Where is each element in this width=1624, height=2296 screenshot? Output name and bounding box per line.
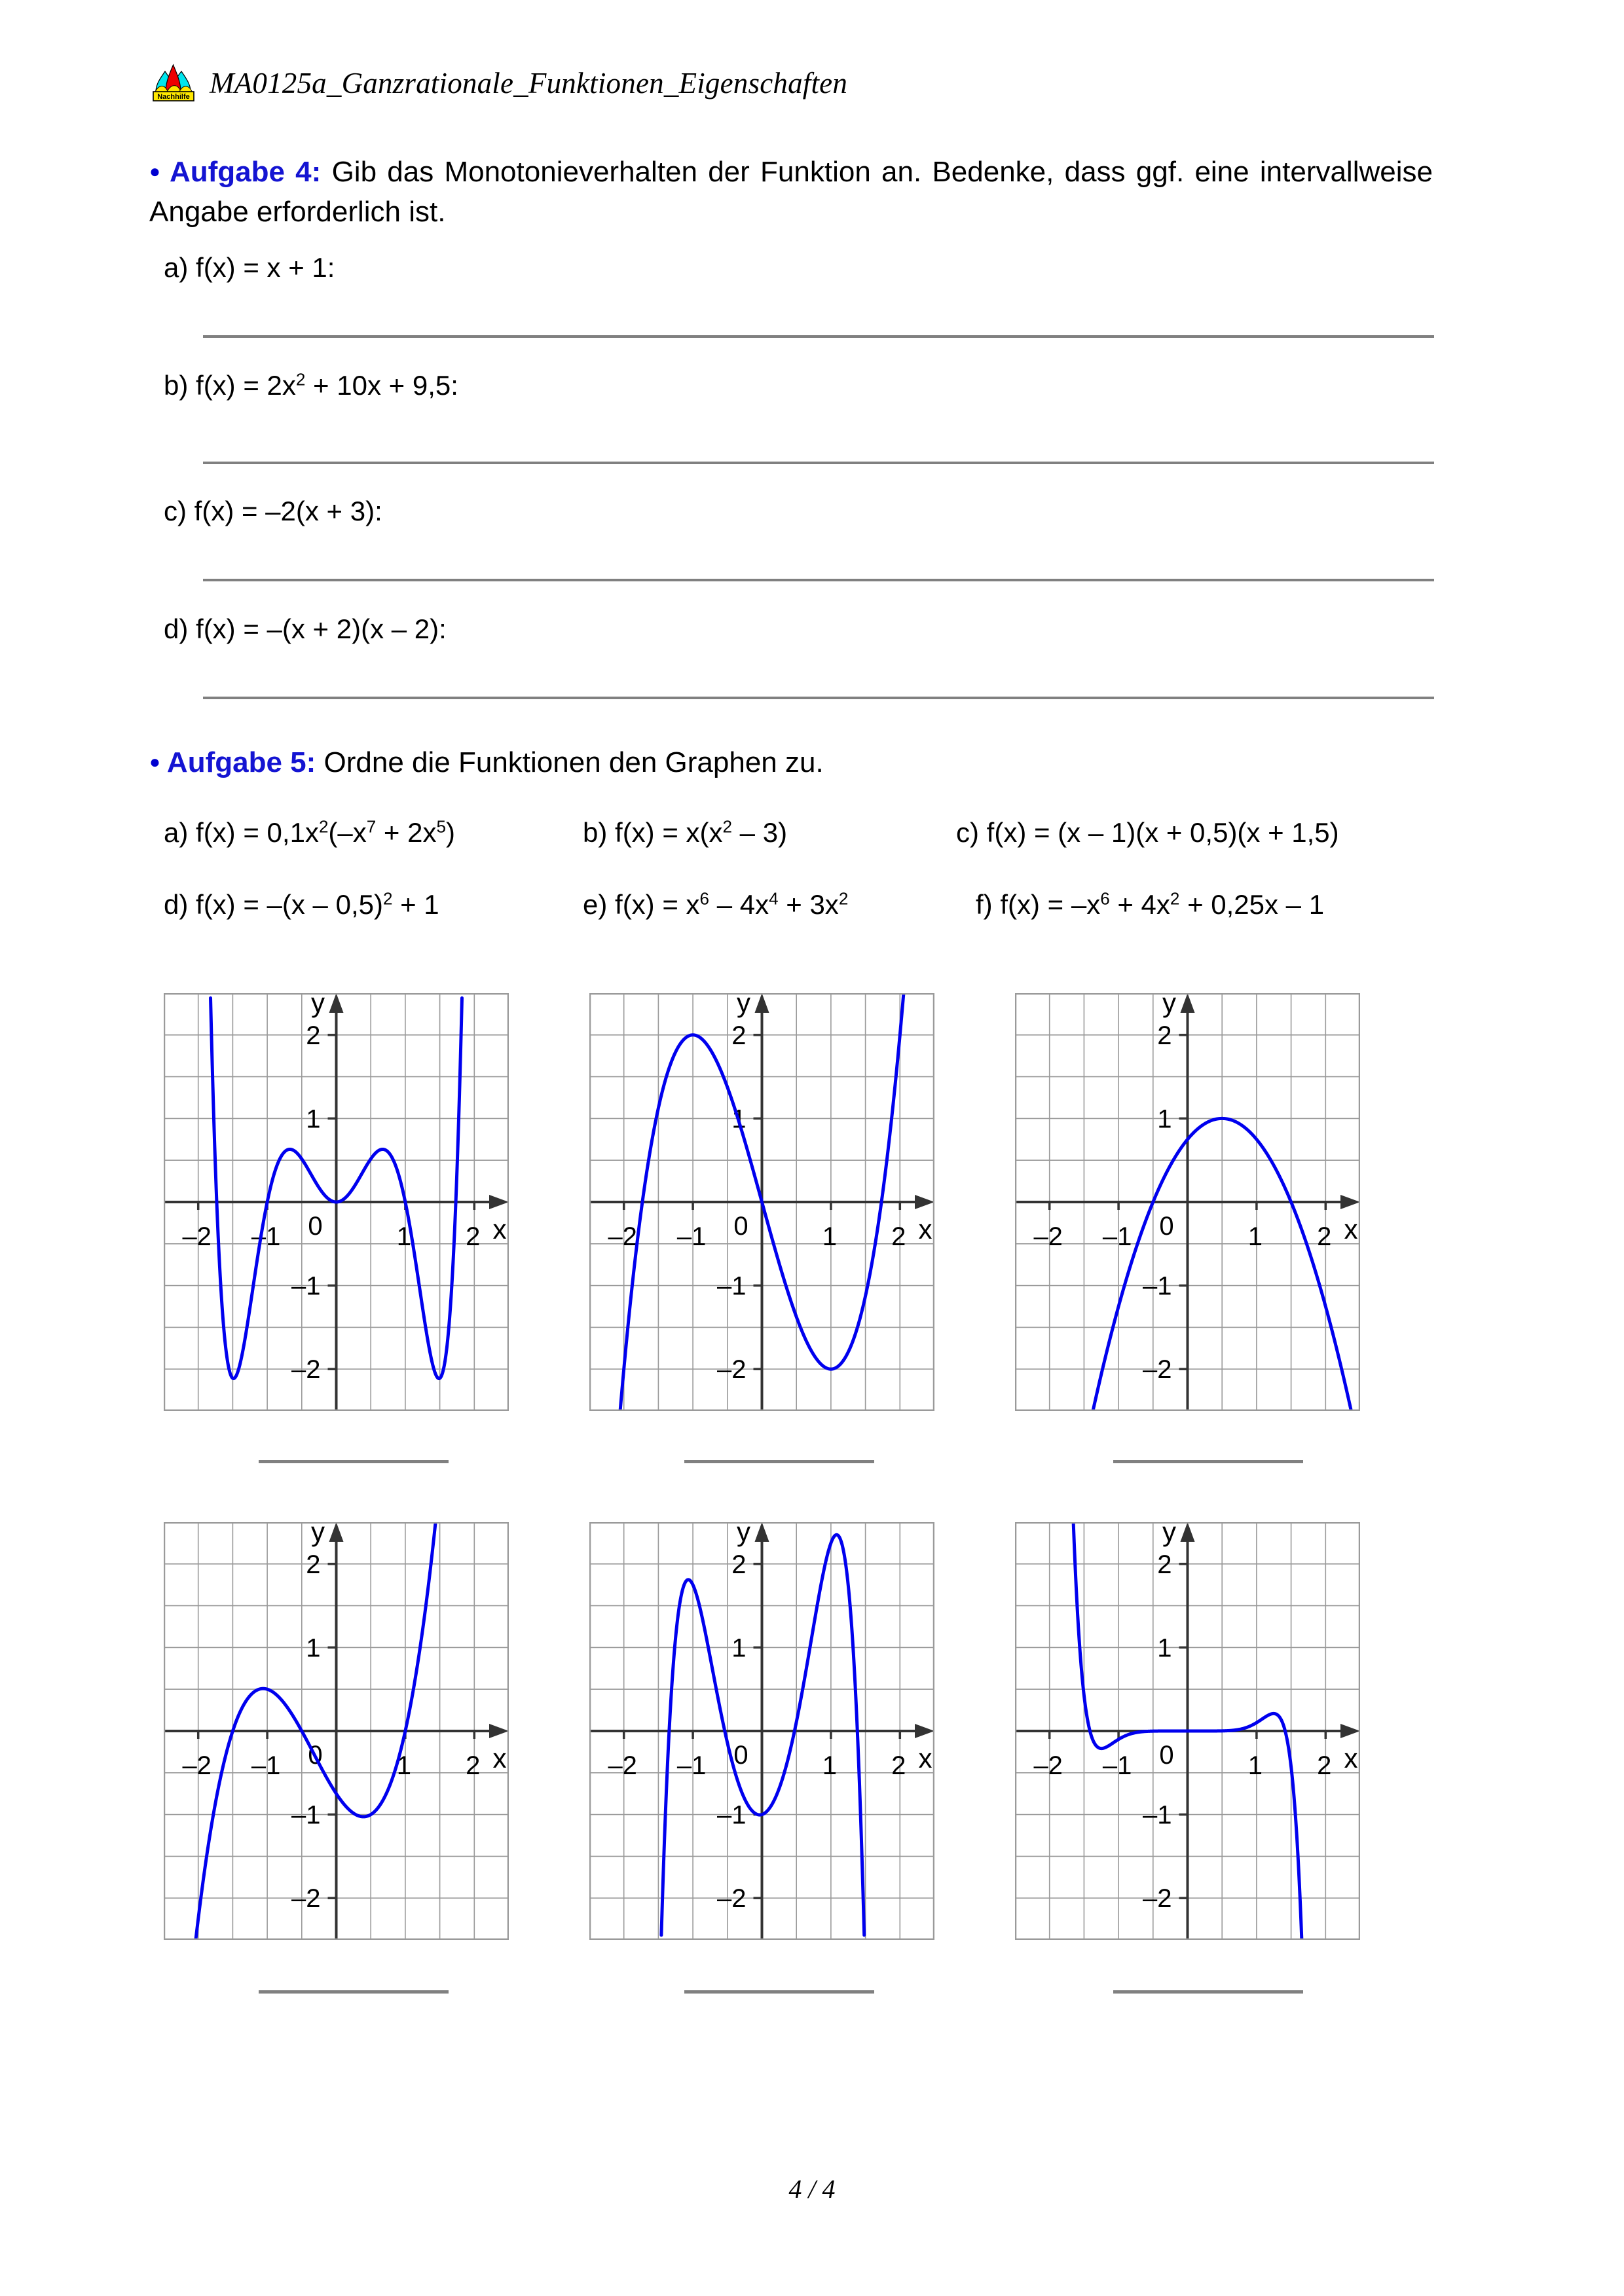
item-marker: e) (583, 889, 608, 920)
axis-tick-label: 0 (308, 1741, 323, 1770)
axis-tick-label: 1 (306, 1633, 321, 1663)
x-axis-arrow-icon (489, 1724, 509, 1738)
y-axis-label: y (737, 1522, 750, 1547)
axis-tick-label: 2 (466, 1751, 481, 1780)
document-title: MA0125a_Ganzrationale_Funktionen_Eigenschaften (210, 67, 848, 100)
task5-function-e (583, 889, 848, 920)
axis-tick-label: –1 (251, 1751, 281, 1780)
y-axis-arrow-icon (329, 1522, 344, 1542)
x-axis-arrow-icon (915, 1195, 934, 1209)
answer-rule-4c[interactable] (203, 579, 1434, 581)
item-expression: $f(x) = -x^6 + 4x^2 + 0,25x - 1$ (1000, 888, 1325, 920)
y-axis-arrow-icon (755, 993, 769, 1013)
item-expression: $f(x) = x^6 - 4x^4 + 3x^2$ (615, 888, 849, 920)
axis-tick-label: –2 (182, 1751, 212, 1780)
axis-tick-label: –1 (676, 1222, 707, 1251)
axis-tick-label: 1 (306, 1104, 321, 1134)
axis-tick-label: 1 (822, 1751, 838, 1780)
x-axis-arrow-icon (1340, 1724, 1360, 1738)
task-4-text (321, 156, 331, 188)
item-marker: b) (164, 370, 189, 401)
graph-6-canvas (1015, 1522, 1360, 1940)
axis-tick-label: –2 (291, 1355, 321, 1385)
axis-tick-label: –2 (608, 1222, 637, 1251)
graph-5 (589, 1522, 934, 1940)
item-expression: $f(x) = x(x^2 - 3)$ (615, 816, 788, 848)
axis-tick-label: 1 (1157, 1104, 1172, 1134)
answer-rule-4a[interactable] (203, 335, 1434, 338)
axis-tick-label: –1 (1143, 1800, 1172, 1830)
item-marker: a) (164, 252, 189, 283)
graph-6 (1015, 1522, 1360, 1940)
graph-4-canvas (164, 1522, 509, 1940)
task4-item-a (164, 252, 335, 283)
task-4-label: Aufgabe 4: (169, 156, 322, 188)
task-4-description: Gib das Monotonieverhalten der Funktion an. Bedenke, dass ggf. eine intervallweise Angabe erforderlich ist. (149, 156, 1433, 228)
axis-tick-label: 2 (466, 1222, 481, 1251)
graph-5-answer-line[interactable] (684, 1990, 874, 1994)
axis-tick-label: 1 (396, 1222, 412, 1251)
axis-tick-label: 2 (1157, 1021, 1172, 1050)
item-expression: f(x) = (x – 1)(x + 0,5)(x + 1,5) (986, 817, 1339, 848)
answer-rule-4b[interactable] (203, 462, 1434, 464)
axis-tick-label: –1 (717, 1800, 747, 1830)
item-marker: d) (164, 613, 189, 644)
axis-tick-label: –1 (717, 1271, 747, 1301)
axis-tick-label: 2 (306, 1021, 321, 1050)
axis-tick-label: –1 (1143, 1271, 1172, 1301)
axis-tick-label: –2 (1143, 1884, 1172, 1914)
y-axis-label: y (737, 993, 750, 1018)
axis-tick-label: 0 (1159, 1212, 1174, 1241)
axis-tick-label: –1 (1102, 1222, 1132, 1251)
task-5-description: Ordne die Funktionen den Graphen zu. (323, 746, 824, 778)
axis-tick-label: 2 (731, 1021, 747, 1050)
axis-tick-label: 2 (1317, 1751, 1332, 1780)
item-marker: f) (976, 889, 993, 920)
graph-3-answer-line[interactable] (1113, 1460, 1303, 1463)
y-axis-arrow-icon (329, 993, 344, 1013)
axis-tick-label: 0 (1159, 1741, 1174, 1770)
bullet-icon: ● (149, 751, 160, 772)
task-5-label: Aufgabe 5: (166, 746, 316, 778)
page-header (152, 63, 847, 103)
axis-tick-label: 1 (1157, 1633, 1172, 1663)
axis-tick-label: 0 (733, 1741, 748, 1770)
y-axis-label: y (311, 1522, 325, 1547)
axis-tick-label: –1 (251, 1222, 281, 1251)
graph-5-canvas (589, 1522, 934, 1940)
axis-tick-label: 2 (1317, 1222, 1332, 1251)
axis-tick-label: –2 (1033, 1222, 1063, 1251)
graph-6-answer-line[interactable] (1113, 1990, 1303, 1994)
item-expression: $f(x) = 0,1x^2(-x^7 + 2x^5)$ (196, 816, 455, 848)
x-axis-label: x (492, 1743, 507, 1774)
task-5-heading (149, 743, 1433, 783)
axis-tick-label: 0 (308, 1212, 323, 1241)
task5-function-b (583, 817, 787, 848)
axis-tick-label: 2 (306, 1550, 321, 1579)
item-expression: f(x) = –2(x + 3): (194, 496, 382, 526)
axis-tick-label: –1 (676, 1751, 707, 1780)
item-expression: f(x) = –(x – 0,5)$^2$ + 1 (196, 888, 439, 920)
task4-item-b (164, 370, 458, 401)
axis-tick-label: 1 (822, 1222, 838, 1251)
item-expression: $f(x) = 2x^2 + 10x + 9,5$: (196, 369, 458, 401)
axis-tick-label: –1 (291, 1800, 321, 1830)
x-axis-arrow-icon (1340, 1195, 1360, 1209)
nachhilfe-logo-icon (152, 63, 195, 103)
item-expression: f(x) = –(x + 2)(x – 2): (196, 613, 447, 644)
axis-tick-label: 2 (1157, 1550, 1172, 1579)
axis-tick-label: –1 (1102, 1751, 1132, 1780)
x-axis-label: x (1344, 1743, 1358, 1774)
y-axis-arrow-icon (1181, 993, 1195, 1013)
x-axis-label: x (918, 1743, 932, 1774)
item-marker: b) (583, 817, 608, 848)
task-5-spacer (316, 746, 323, 778)
x-axis-label: x (492, 1214, 507, 1245)
axis-tick-label: –1 (291, 1271, 321, 1301)
x-axis-label: x (918, 1214, 932, 1245)
x-axis-label: x (1344, 1214, 1358, 1245)
axis-tick-label: –2 (717, 1884, 747, 1914)
graph-1-answer-line[interactable] (259, 1460, 449, 1463)
x-axis-arrow-icon (915, 1724, 934, 1738)
task5-function-f (976, 889, 1324, 920)
axis-tick-label: 0 (733, 1212, 748, 1241)
task4-item-c (164, 496, 382, 527)
item-marker: d) (164, 889, 189, 920)
task5-function-a (164, 817, 455, 848)
task4-item-d (164, 613, 447, 645)
axis-tick-label: –2 (717, 1355, 747, 1385)
graph-3-canvas (1015, 993, 1360, 1411)
axis-tick-label: 2 (891, 1751, 906, 1780)
axis-tick-label: 1 (731, 1104, 747, 1134)
item-expression: f(x) = x + 1: (196, 252, 335, 283)
axis-tick-label: 1 (1247, 1222, 1263, 1251)
y-axis-arrow-icon (755, 1522, 769, 1542)
axis-tick-label: 2 (731, 1550, 747, 1579)
axis-tick-label: –2 (291, 1884, 321, 1914)
svg-text:Nachhilfe: Nachhilfe (157, 93, 190, 101)
y-axis-label: y (311, 993, 325, 1018)
y-axis-label: y (1162, 1522, 1176, 1547)
task-4-heading (149, 153, 1433, 232)
x-axis-arrow-icon (489, 1195, 509, 1209)
bullet-icon: ● (149, 160, 163, 181)
axis-tick-label: 1 (1247, 1751, 1263, 1780)
axis-tick-label: 2 (891, 1222, 906, 1251)
graph-2-answer-line[interactable] (684, 1460, 874, 1463)
answer-rule-4d[interactable] (203, 697, 1434, 699)
graph-2-canvas (589, 993, 934, 1411)
graph-4 (164, 1522, 509, 1940)
y-axis-label: y (1162, 993, 1176, 1018)
item-marker: a) (164, 817, 189, 848)
axis-tick-label: 1 (396, 1751, 412, 1780)
axis-tick-label: 1 (731, 1633, 747, 1663)
axis-tick-label: –2 (1143, 1355, 1172, 1385)
page-number: 4 / 4 (788, 2174, 836, 2204)
task5-function-d (164, 889, 439, 920)
y-axis-arrow-icon (1181, 1522, 1195, 1542)
axis-tick-label: –2 (182, 1222, 212, 1251)
item-marker: c) (956, 817, 979, 848)
task5-function-c (956, 817, 1339, 848)
axis-tick-label: –2 (1033, 1751, 1063, 1780)
graph-4-answer-line[interactable] (259, 1990, 449, 1994)
graph-3 (1015, 993, 1360, 1411)
item-marker: c) (164, 496, 187, 526)
graph-1-canvas (164, 993, 509, 1411)
axis-tick-label: –2 (608, 1751, 637, 1780)
graph-2 (589, 993, 934, 1411)
graph-1 (164, 993, 509, 1411)
